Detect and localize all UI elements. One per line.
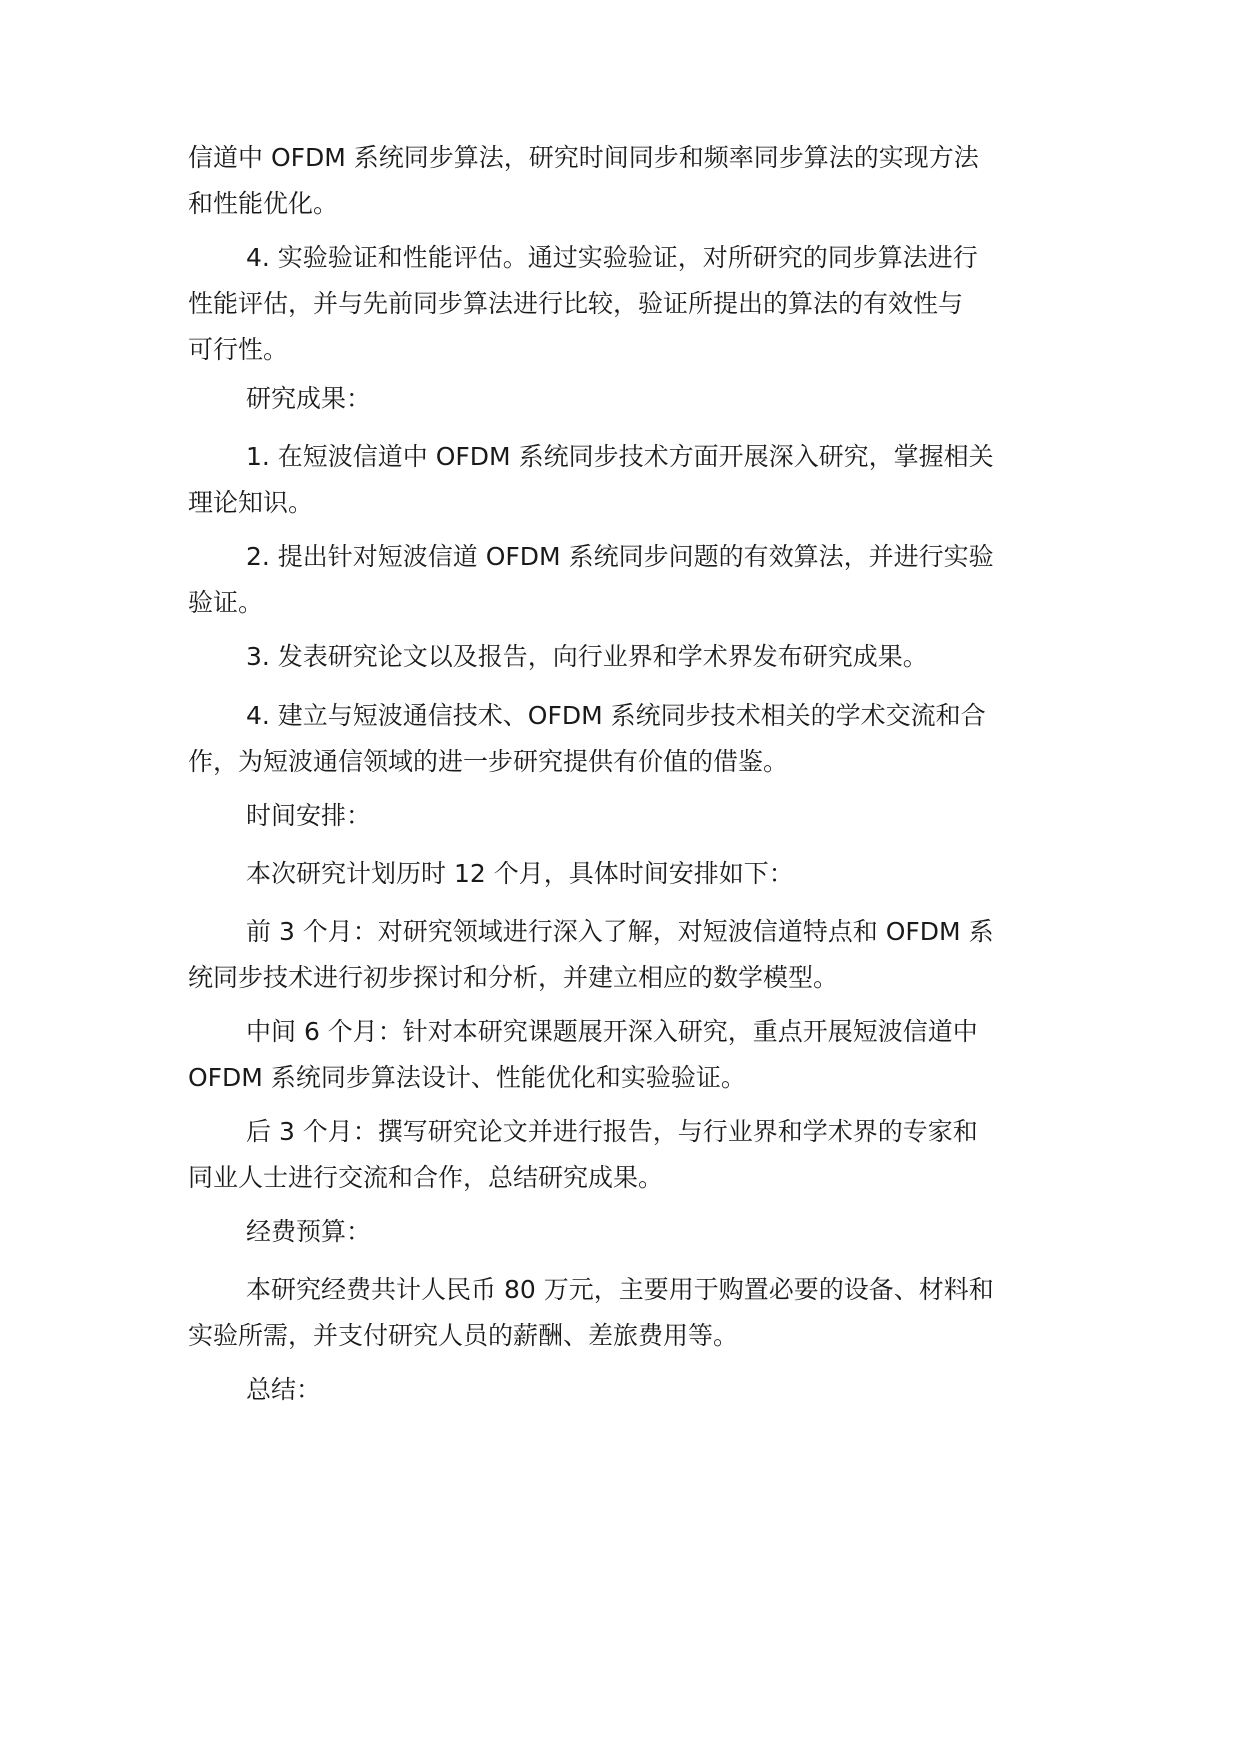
paragraph-schedule-middle-6-months <box>188 1009 1068 1101</box>
paragraph-result-1 <box>188 434 1068 526</box>
text-line: 作，为短波通信领域的进一步研究提供有价值的借鉴。 <box>188 747 789 776</box>
text-line: 2. 提出针对短波信道 OFDM 系统同步问题的有效算法，并进行实验 <box>246 542 994 571</box>
text-line: 性能评估，并与先前同步算法进行比较，验证所提出的算法的有效性与 <box>188 289 964 318</box>
text-line: 本次研究计划历时 12 个月，具体时间安排如下： <box>246 859 794 888</box>
text-line: 4. 实验验证和性能评估。通过实验验证，对所研究的同步算法进行 <box>246 243 978 272</box>
paragraph-schedule-intro <box>188 851 1068 897</box>
paragraph-item-4-experiment <box>188 235 1068 373</box>
text-line: 中间 6 个月：针对本研究课题展开深入研究，重点开展短波信道中 <box>246 1017 978 1046</box>
section-heading-summary <box>188 1367 1068 1413</box>
text-line: OFDM 系统同步算法设计、性能优化和实验验证。 <box>188 1063 746 1092</box>
text-line: 1. 在短波信道中 OFDM 系统同步技术方面开展深入研究，掌握相关 <box>246 442 994 471</box>
text-line: 3. 发表研究论文以及报告，向行业界和学术界发布研究成果。 <box>246 642 928 671</box>
text-line: 实验所需，并支付研究人员的薪酬、差旅费用等。 <box>188 1321 739 1350</box>
text-line: 4. 建立与短波通信技术、OFDM 系统同步技术相关的学术交流和合 <box>246 701 986 730</box>
text-line: 经费预算： <box>246 1217 372 1246</box>
text-line: 可行性。 <box>188 335 289 364</box>
paragraph-ofdm-sync-algorithm <box>188 135 1068 227</box>
section-heading-schedule <box>188 793 1068 839</box>
text-line: 总结： <box>246 1375 322 1404</box>
text-line: 研究成果： <box>246 384 372 413</box>
text-line: 理论知识。 <box>188 488 314 517</box>
text-line: 本研究经费共计人民币 80 万元，主要用于购置必要的设备、材料和 <box>246 1275 994 1304</box>
paragraph-result-4 <box>188 693 1068 785</box>
text-line: 同业人士进行交流和合作，总结研究成果。 <box>188 1163 664 1192</box>
text-line: 验证。 <box>188 588 264 617</box>
paragraph-result-3 <box>188 634 1068 680</box>
text-line: 统同步技术进行初步探讨和分析，并建立相应的数学模型。 <box>188 963 839 992</box>
text-line: 前 3 个月：对研究领域进行深入了解，对短波信道特点和 OFDM 系 <box>246 917 994 946</box>
text-line: 后 3 个月：撰写研究论文并进行报告，与行业界和学术界的专家和 <box>246 1117 978 1146</box>
paragraph-schedule-last-3-months <box>188 1109 1068 1201</box>
text-line: 信道中 OFDM 系统同步算法，研究时间同步和频率同步算法的实现方法 <box>188 143 979 172</box>
section-heading-budget <box>188 1209 1068 1255</box>
paragraph-result-2 <box>188 534 1068 626</box>
paragraph-budget <box>188 1267 1068 1359</box>
section-heading-results <box>188 376 1068 422</box>
paragraph-schedule-first-3-months <box>188 909 1068 1001</box>
text-line: 时间安排： <box>246 801 372 830</box>
text-line: 和性能优化。 <box>188 189 339 218</box>
